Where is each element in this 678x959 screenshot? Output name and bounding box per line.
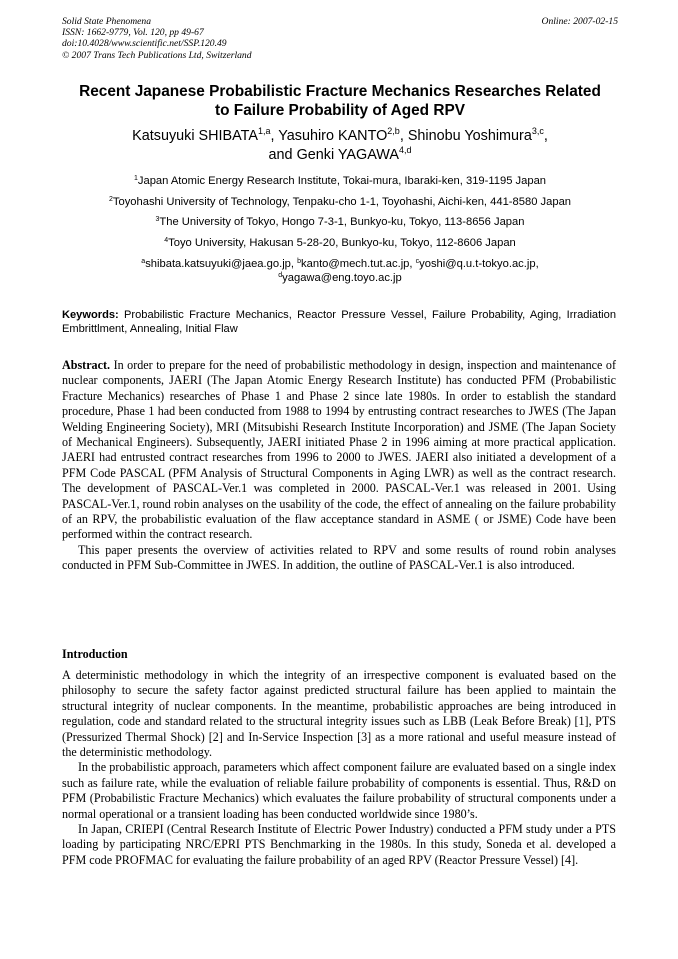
affiliation bbox=[62, 215, 618, 229]
abstract-label: Abstract. bbox=[62, 358, 111, 372]
author-sup: 2,b bbox=[387, 126, 400, 136]
author-line-1: Katsuyuki SHIBATA$^{1,a}$, Yasuhiro KANTO$^{2,b}$, Shinobu Yoshimura$^{3,c}$, bbox=[132, 126, 548, 144]
abstract-text: In order to prepare for the need of probabilistic methodology in design, inspection and maintenance of nuclear components, JAERI (The Japan Atomic Energy Research Institute) has conducted PFM (Probabilistic Fracture Mechanics) researches of Phase 1 and Phase 2 since late 1980s. In order to establish the standard procedure, Phase 1 had been conducted from 1988 to 1994 by entrusting contract researches to JWES (The Japan Welding Engineering Society), MRI (Mitsubishi Research Institute Incorporation) and JSME (The Japan Society of Mechanical Engineers). Subsequently, JAERI initiated Phase 2 in 1996 aiming at more practical application. JAERI had entrusted contract researches from 1996 to 2000 to JWES. JAERI also initiated a development of a PFM Code PASCAL (PFM Analysis of Structural Components in Aging LWR) as well as the contract research. The development of PASCAL-Ver.1 was completed in 2000. PASCAL-Ver.1 was released in 2001. Using PASCAL-Ver.1, round robin analyses on the usability of the code, the effect of annealing on the failure probability of an RPV, the probabilistic evaluation of the flaw acceptance standard in ASME ( or JSME) Code have been performed within the contract research. bbox=[62, 358, 616, 542]
author-name: Genki YAGAWA bbox=[296, 146, 399, 163]
affiliations bbox=[62, 174, 618, 285]
email-link[interactable]: shibata.katsuyuki@jaea.go.jp bbox=[145, 257, 291, 270]
affiliation-text: The University of Tokyo, Hongo 7-3-1, Bunkyo-ku, Tokyo, 113-8656 Japan bbox=[159, 216, 525, 229]
journal-header bbox=[62, 16, 618, 61]
author-name: Yasuhiro KANTO bbox=[278, 128, 388, 144]
paper-title bbox=[62, 82, 618, 120]
author-sup: 1,a bbox=[257, 126, 271, 136]
keywords-text: Probabilistic Fracture Mechanics, Reactor Pressure Vessel, Failure Probability, Aging, Irradiation Embrittlment, Annealing, Initial Flaw bbox=[62, 309, 616, 336]
affiliation-sup: 4 bbox=[164, 237, 169, 245]
abstract-section bbox=[62, 358, 616, 574]
section-heading-introduction: Introduction bbox=[62, 647, 128, 661]
affiliation-sup: 1 bbox=[133, 175, 138, 182]
author-list bbox=[62, 127, 618, 164]
intro-paragraph: In Japan, CRIEPI (Central Research Institute of Electric Power Industry) conducted a PFM study under a PTS loading by participating NRC/EPRI PTS Benchmarking in the 1980s. In this study, Soneda et al. developed a PFM code PROFMAC for evaluating the failure probability of an aged RPV (Reactor Pressure Vessel) [4]. bbox=[62, 822, 616, 867]
journal-issn: ISSN: 1662-9779, Vol. 120, pp 49-67 bbox=[62, 27, 204, 39]
abstract-paragraph: This paper presents the overview of activities related to RPV and some results of round robin analyses conducted in PFM Sub-Committee in JWES. In addition, the outline of PASCAL-Ver.1 is also introduced. bbox=[62, 542, 616, 573]
email-sup: a bbox=[141, 257, 146, 265]
intro-paragraph: In the probabilistic approach, parameters which affect component failure are evaluated based on a single index such as failure rate, while the evaluation of reliable failure probability of components is essential. Thus, R&D on PFM (Probabilistic Fracture Mechanics) which evaluates the failure probability of structural components under a normal operational or a transient loading has been conducted worldwide since 1980’s. bbox=[62, 760, 616, 821]
keywords-label: Keywords: bbox=[62, 309, 119, 321]
author-conjunction: and bbox=[268, 146, 293, 163]
affiliation bbox=[62, 236, 618, 250]
introduction-section bbox=[62, 668, 616, 868]
journal-doi: doi:10.4028/www.scientific.net/SSP.120.49 bbox=[62, 38, 227, 50]
email-link[interactable]: kanto@mech.tut.ac.jp bbox=[301, 257, 410, 270]
affiliation-sup: 2 bbox=[108, 195, 113, 203]
intro-paragraph: A deterministic methodology in which the integrity of an irrespective component is evaluated based on the philosophy to secure the safety factor against predicted structural failure has been applied to maintain the structural integrity of nuclear components. In the meantime, probabilistic approaches are being introduced in regulation, code and standard related to the structural integrity issues such as LBB (Leak Before Break) [1], PTS (Pressurized Thermal Shock) [2] and In-Service Inspection [3] as a more rational and useful measure instead of the deterministic methodology. bbox=[62, 668, 616, 760]
journal-copyright: © 2007 Trans Tech Publications Ltd, Switzerland bbox=[62, 49, 252, 61]
email-line-2 bbox=[62, 271, 618, 285]
email-sup: c bbox=[415, 257, 420, 265]
affiliation bbox=[62, 195, 618, 209]
title-line-1: Recent Japanese Probabilistic Fracture Mechanics Researches Related bbox=[79, 83, 601, 100]
journal-name: Solid State Phenomena bbox=[62, 16, 151, 27]
affiliation-text: Toyohashi University of Technology, Tenpaku-cho 1-1, Toyohashi, Aichi-ken, 441-8580 Japan bbox=[112, 195, 572, 208]
affiliation-text: Japan Atomic Energy Research Institute, Tokai-mura, Ibaraki-ken, 319-1195 Japan bbox=[137, 175, 547, 187]
email-sup: d bbox=[278, 271, 283, 279]
online-date: Online: 2007-02-15 bbox=[541, 16, 618, 27]
author-line-2 bbox=[62, 146, 618, 165]
title-line-2: to Failure Probability of Aged RPV bbox=[215, 102, 465, 119]
author-name: Katsuyuki SHIBATA bbox=[132, 128, 258, 144]
affiliation bbox=[62, 174, 618, 188]
affiliation-text: Toyo University, Hakusan 5-28-20, Bunkyo-ku, Tokyo, 112-8606 Japan bbox=[168, 237, 516, 250]
author-name: Shinobu Yoshimura bbox=[407, 128, 532, 144]
author-sup: 4,d bbox=[398, 144, 412, 155]
affiliation-sup: 3 bbox=[155, 216, 160, 224]
abstract-paragraph bbox=[62, 358, 616, 543]
email-link[interactable]: yoshi@q.u.t-tokyo.ac.jp bbox=[419, 257, 536, 270]
email-link[interactable]: yagawa@eng.toyo.ac.jp bbox=[282, 271, 402, 284]
email-line-1: $^a$shibata.katsuyuki@jaea.go.jp, $^b$kanto@mech.tut.ac.jp, $^c$yoshi@q.u.t-tokyo.ac.jp, bbox=[141, 257, 539, 270]
email-sup: b bbox=[297, 257, 302, 265]
keywords-block bbox=[62, 308, 616, 337]
author-sup: 3,c bbox=[531, 126, 544, 136]
